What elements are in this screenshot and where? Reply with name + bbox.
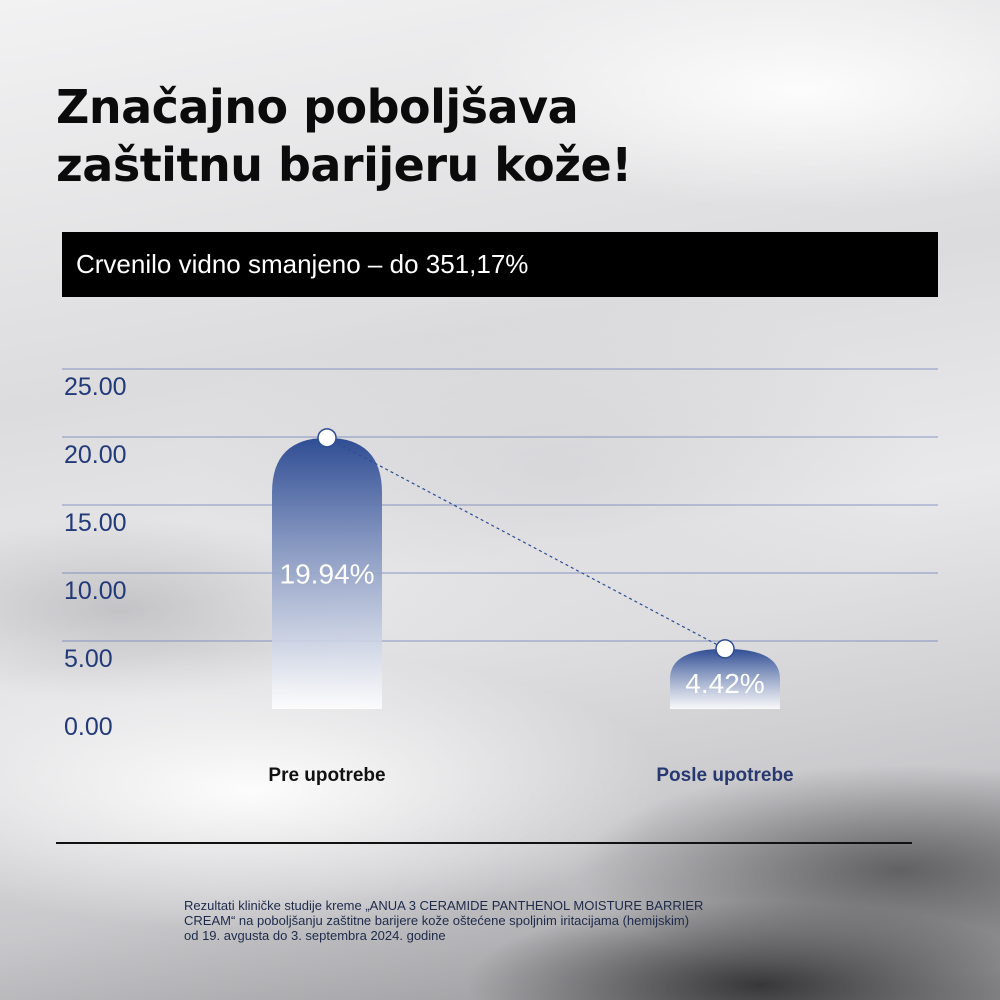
footnote-line-1: Rezultati kliničke studije kreme „ANUA 3 CERAMIDE PANTHENOL MOISTURE BARRIER xyxy=(184,898,704,913)
y-tick-label: 10.00 xyxy=(64,577,127,605)
headline-line-2: zaštitnu barijeru kože! xyxy=(56,138,632,192)
data-label: 4.42% xyxy=(685,667,765,699)
divider-line xyxy=(56,842,912,844)
footnote-line-2: CREAM“ na poboljšanju zaštitne barijere kože oštećene spoljnim iritacijama (hemijskim) xyxy=(184,913,690,928)
banner-text: Crvenilo vidno smanjeno – do 351,17% xyxy=(76,249,529,279)
y-tick-label: 0.00 xyxy=(64,713,113,741)
data-label: 19.94% xyxy=(279,558,375,590)
y-tick-label: 20.00 xyxy=(64,441,127,469)
data-point xyxy=(318,429,336,447)
category-label: Pre upotrebe xyxy=(268,765,386,786)
headline-line-1: Značajno poboljšava xyxy=(56,80,579,134)
y-tick-label: 25.00 xyxy=(64,373,127,401)
y-tick-label: 15.00 xyxy=(64,509,127,537)
data-point xyxy=(716,640,734,658)
trend-line xyxy=(327,438,725,649)
y-tick-label: 5.00 xyxy=(64,645,113,673)
category-label: Posle upotrebe xyxy=(656,765,794,786)
footnote-line-3: od 19. avgusta do 3. septembra 2024. godine xyxy=(184,928,446,943)
study-footnote xyxy=(184,898,804,943)
